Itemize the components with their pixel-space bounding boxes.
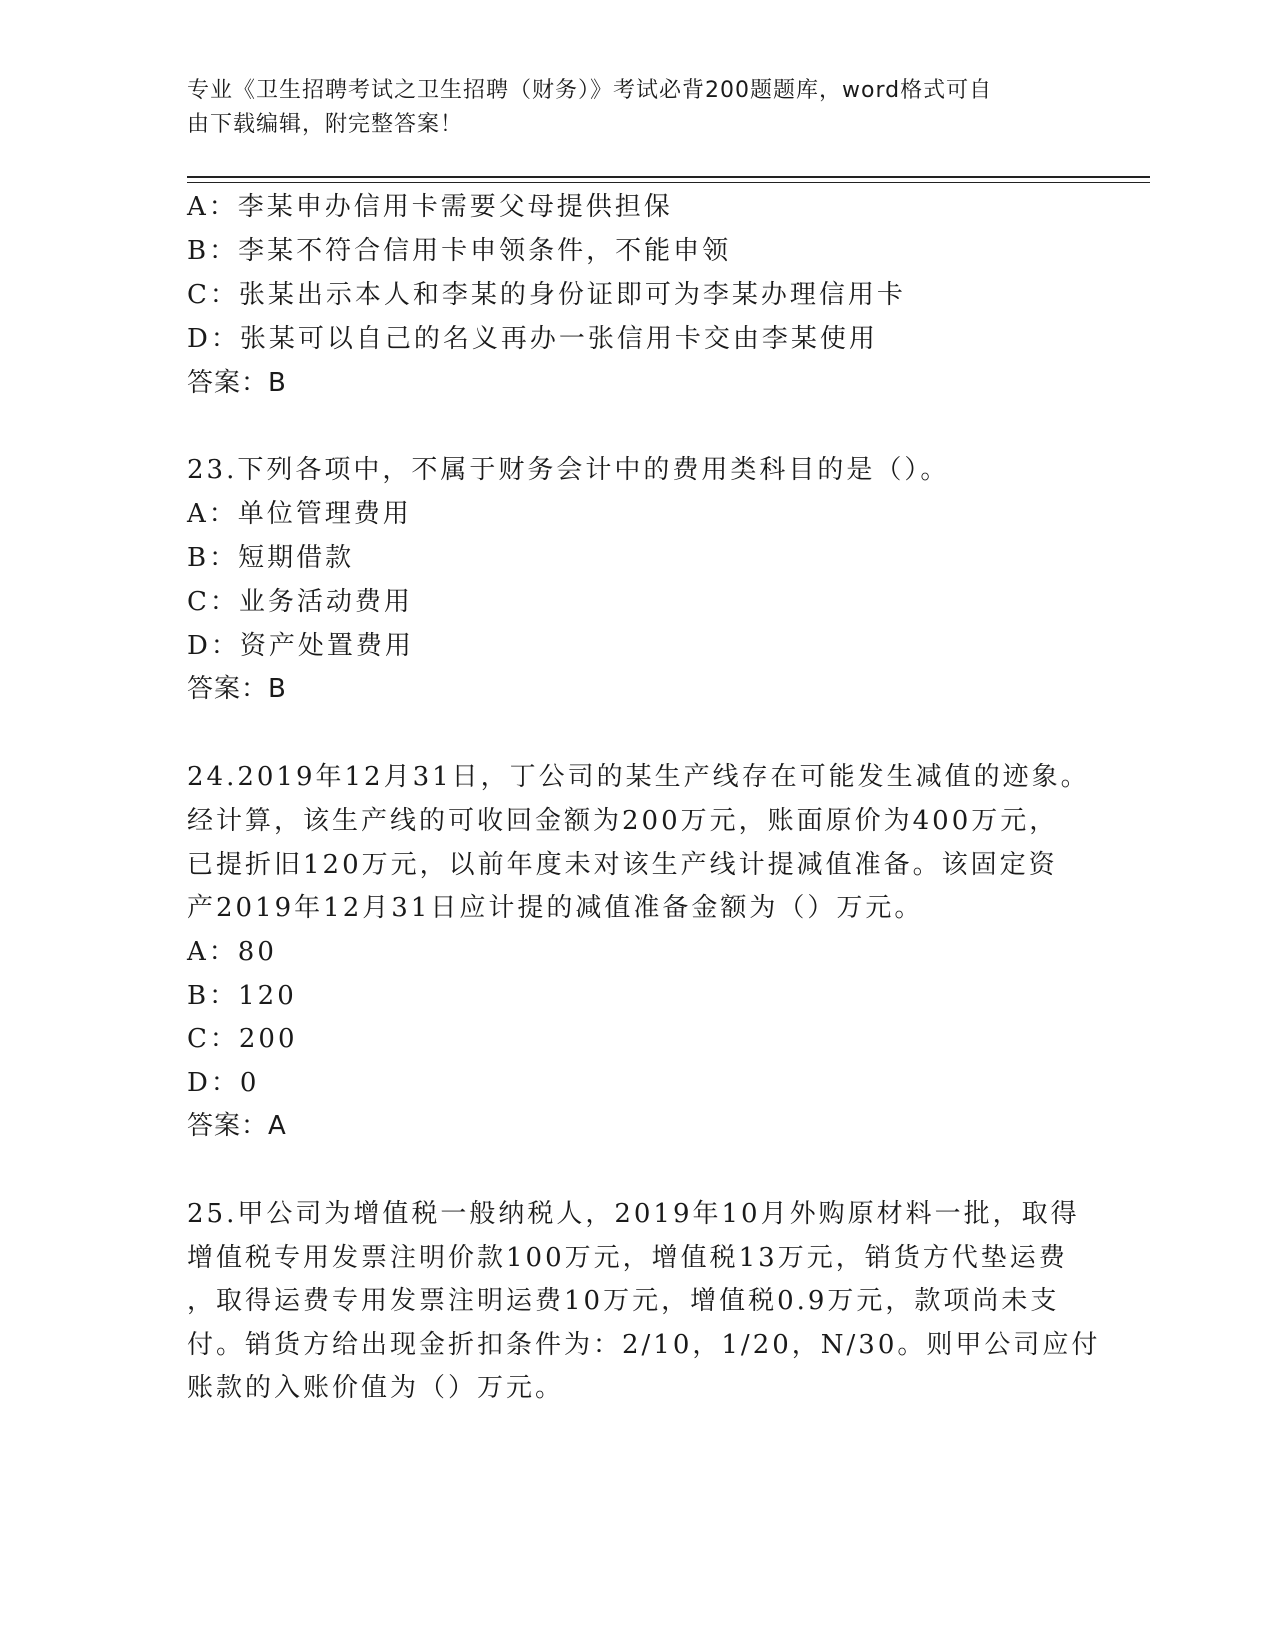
q25-stem-line-1: 25.甲公司为增值税一般纳税人，2019年10月外购原材料一批，取得 <box>187 1199 1080 1229</box>
header-line-1: 专业《卫生招聘考试之卫生招聘（财务）》考试必背200题题库，word格式可自 <box>187 78 993 103</box>
q22-answer: 答案：B <box>187 368 287 398</box>
q23-answer: 答案：B <box>187 674 287 704</box>
q24-stem-line-3: 已提折旧120万元，以前年度未对该生产线计提减值准备。该固定资 <box>187 850 1058 880</box>
q24-option-d: D：0 <box>187 1068 260 1098</box>
q24-answer: 答案：A <box>187 1111 287 1141</box>
q22-option-a: A：李某申办信用卡需要父母提供担保 <box>187 192 673 222</box>
q25-stem-line-2: 增值税专用发票注明价款100万元，增值税13万元，销货方代垫运费 <box>187 1243 1068 1273</box>
q24-option-a: A：80 <box>187 937 277 967</box>
header-divider-thick <box>187 176 1150 178</box>
q23-option-a: A：单位管理费用 <box>187 499 412 529</box>
document-header <box>187 74 1067 142</box>
q24-stem-line-4: 产2019年12月31日应计提的减值准备金额为（）万元。 <box>187 893 924 923</box>
q25-stem-line-5: 账款的入账价值为（）万元。 <box>187 1373 565 1403</box>
q24-stem-line-2: 经计算，该生产线的可收回金额为200万元，账面原价为400万元， <box>187 806 1059 836</box>
q23-option-b: B：短期借款 <box>187 543 355 573</box>
q23-stem: 23.下列各项中，不属于财务会计中的费用类科目的是（）。 <box>187 455 950 485</box>
q22-option-b: B：李某不符合信用卡申领条件，不能申领 <box>187 236 732 266</box>
header-line-2: 由下载编辑，附完整答案！ <box>187 112 464 137</box>
q23-option-d: D：资产处置费用 <box>187 631 414 661</box>
q25-stem-line-3: ，取得运费专用发票注明运费10万元，增值税0.9万元，款项尚未支 <box>187 1286 1060 1316</box>
q23-option-c: C：业务活动费用 <box>187 587 413 617</box>
q22-option-d: D：张某可以自己的名义再办一张信用卡交由李某使用 <box>187 324 878 354</box>
q24-option-c: C：200 <box>187 1024 298 1054</box>
q24-stem-line-1: 24.2019年12月31日，丁公司的某生产线存在可能发生减值的迹象。 <box>187 762 1090 792</box>
q22-option-c: C：张某出示本人和李某的身份证即可为李某办理信用卡 <box>187 280 906 310</box>
header-divider-thin <box>187 182 1150 183</box>
q25-stem-line-4: 付。销货方给出现金折扣条件为：2/10，1/20，N/30。则甲公司应付 <box>187 1330 1101 1360</box>
q24-option-b: B：120 <box>187 981 297 1011</box>
